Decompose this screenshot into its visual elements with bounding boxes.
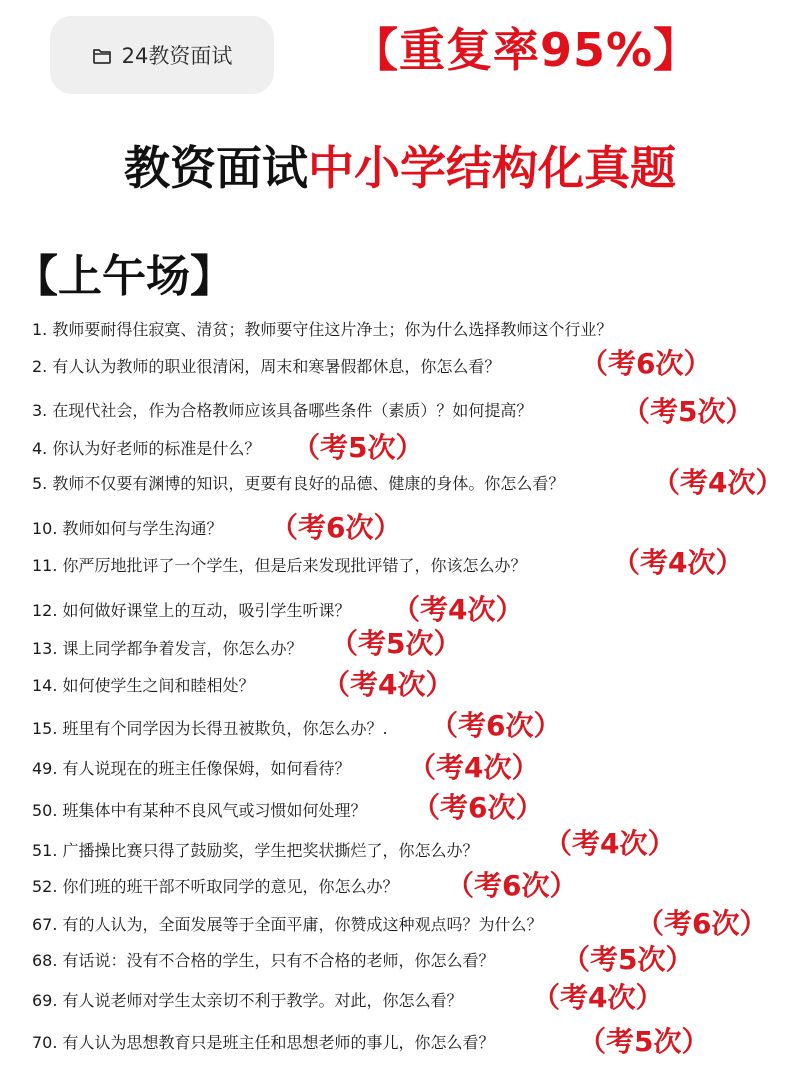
exam-count-badge: （考4次） [322, 668, 454, 701]
exam-count-badge: （考6次） [446, 869, 578, 902]
question-text: 5. 教师不仅要有渊博的知识，更要有良好的品德、健康的身体。你怎么看？ [32, 474, 565, 493]
question-text: 4. 你认为好老师的标准是什么？ [32, 439, 261, 458]
question-item [32, 545, 800, 585]
question-text: 70. 有人认为思想教育只是班主任和思想老师的事儿，你怎么看？ [32, 1033, 495, 1052]
exam-count-badge: （考5次） [562, 943, 694, 976]
question-item [32, 390, 800, 430]
question-item [32, 346, 800, 386]
page-title-black: 教资面试 [124, 141, 308, 195]
question-item [32, 790, 800, 830]
exam-count-badge: （考5次） [578, 1025, 710, 1058]
exam-count-badge: （考6次） [412, 791, 544, 824]
exam-count-badge: （考6次） [270, 511, 402, 544]
question-item [32, 866, 800, 906]
question-text: 14. 如何使学生之间和睦相处？ [32, 676, 255, 695]
folder-icon [92, 46, 112, 64]
exam-count-badge: （考5次） [330, 627, 462, 660]
exam-count-badge: （考4次） [532, 981, 664, 1014]
question-text: 11. 你严厉地批评了一个学生，但是后来发现批评错了，你该怎么办？ [32, 556, 527, 575]
question-text: 13. 课上同学都争着发言，你怎么办？ [32, 639, 303, 658]
question-text: 49. 有人说现在的班主任像保姆，如何看待？ [32, 759, 351, 778]
question-text: 67. 有的人认为，全面发展等于全面平庸，你赞成这种观点吗？为什么？ [32, 915, 543, 934]
exam-count-badge: （考6次） [580, 347, 712, 380]
question-item [32, 940, 800, 980]
question-text: 68. 有话说：没有不合格的学生，只有不合格的老师，你怎么看？ [32, 951, 495, 970]
question-item [32, 980, 800, 1020]
question-item [32, 463, 800, 503]
source-tag [50, 16, 274, 94]
question-text: 2. 有人认为教师的职业很清闲，周末和寒暑假都休息，你怎么看？ [32, 357, 501, 376]
exam-count-badge: （考4次） [392, 593, 524, 626]
question-text: 52. 你们班的班干部不听取同学的意见，你怎么办？ [32, 877, 399, 896]
question-text: 51. 广播操比赛只得了鼓励奖，学生把奖状撕烂了，你怎么办？ [32, 841, 479, 860]
source-tag-label: 24教资面试 [121, 44, 233, 68]
exam-count-badge: （考4次） [544, 827, 676, 860]
exam-count-badge: （考5次） [292, 431, 424, 464]
question-item [32, 628, 800, 668]
exam-count-badge: （考6次） [636, 907, 768, 940]
section-heading: 【上午场】 [14, 251, 234, 302]
page-title-red: 中小学结构化真题 [308, 141, 676, 195]
question-item [32, 748, 800, 788]
question-item [32, 708, 800, 748]
question-text: 15. 班里有个同学因为长得丑被欺负，你怎么办？. [32, 719, 388, 738]
exam-count-badge: （考4次） [652, 466, 784, 499]
question-text: 1. 教师要耐得住寂寞、清贫；教师要守住这片净土；你为什么选择教师这个行业？ [32, 320, 613, 339]
question-item [32, 827, 800, 870]
question-text: 3. 在现代社会，作为合格教师应该具备哪些条件（素质）？如何提高？ [32, 401, 533, 420]
question-item [32, 1022, 800, 1062]
exam-count-badge: （考5次） [622, 395, 754, 428]
question-text: 50. 班集体中有某种不良风气或习惯如何处理？ [32, 801, 367, 820]
repeat-rate-label: 【重复率95%】 [352, 23, 701, 77]
exam-count-badge: （考6次） [430, 709, 562, 742]
question-text: 10. 教师如何与学生沟通？ [32, 519, 223, 538]
exam-count-badge: （考4次） [612, 546, 744, 579]
exam-count-badge: （考4次） [408, 751, 540, 784]
question-item [32, 665, 800, 705]
question-text: 12. 如何做好课堂上的互动，吸引学生听课？ [32, 601, 351, 620]
question-text: 69. 有人说老师对学生太亲切不利于教学。对此，你怎么看？ [32, 991, 463, 1010]
page-title [0, 132, 800, 198]
